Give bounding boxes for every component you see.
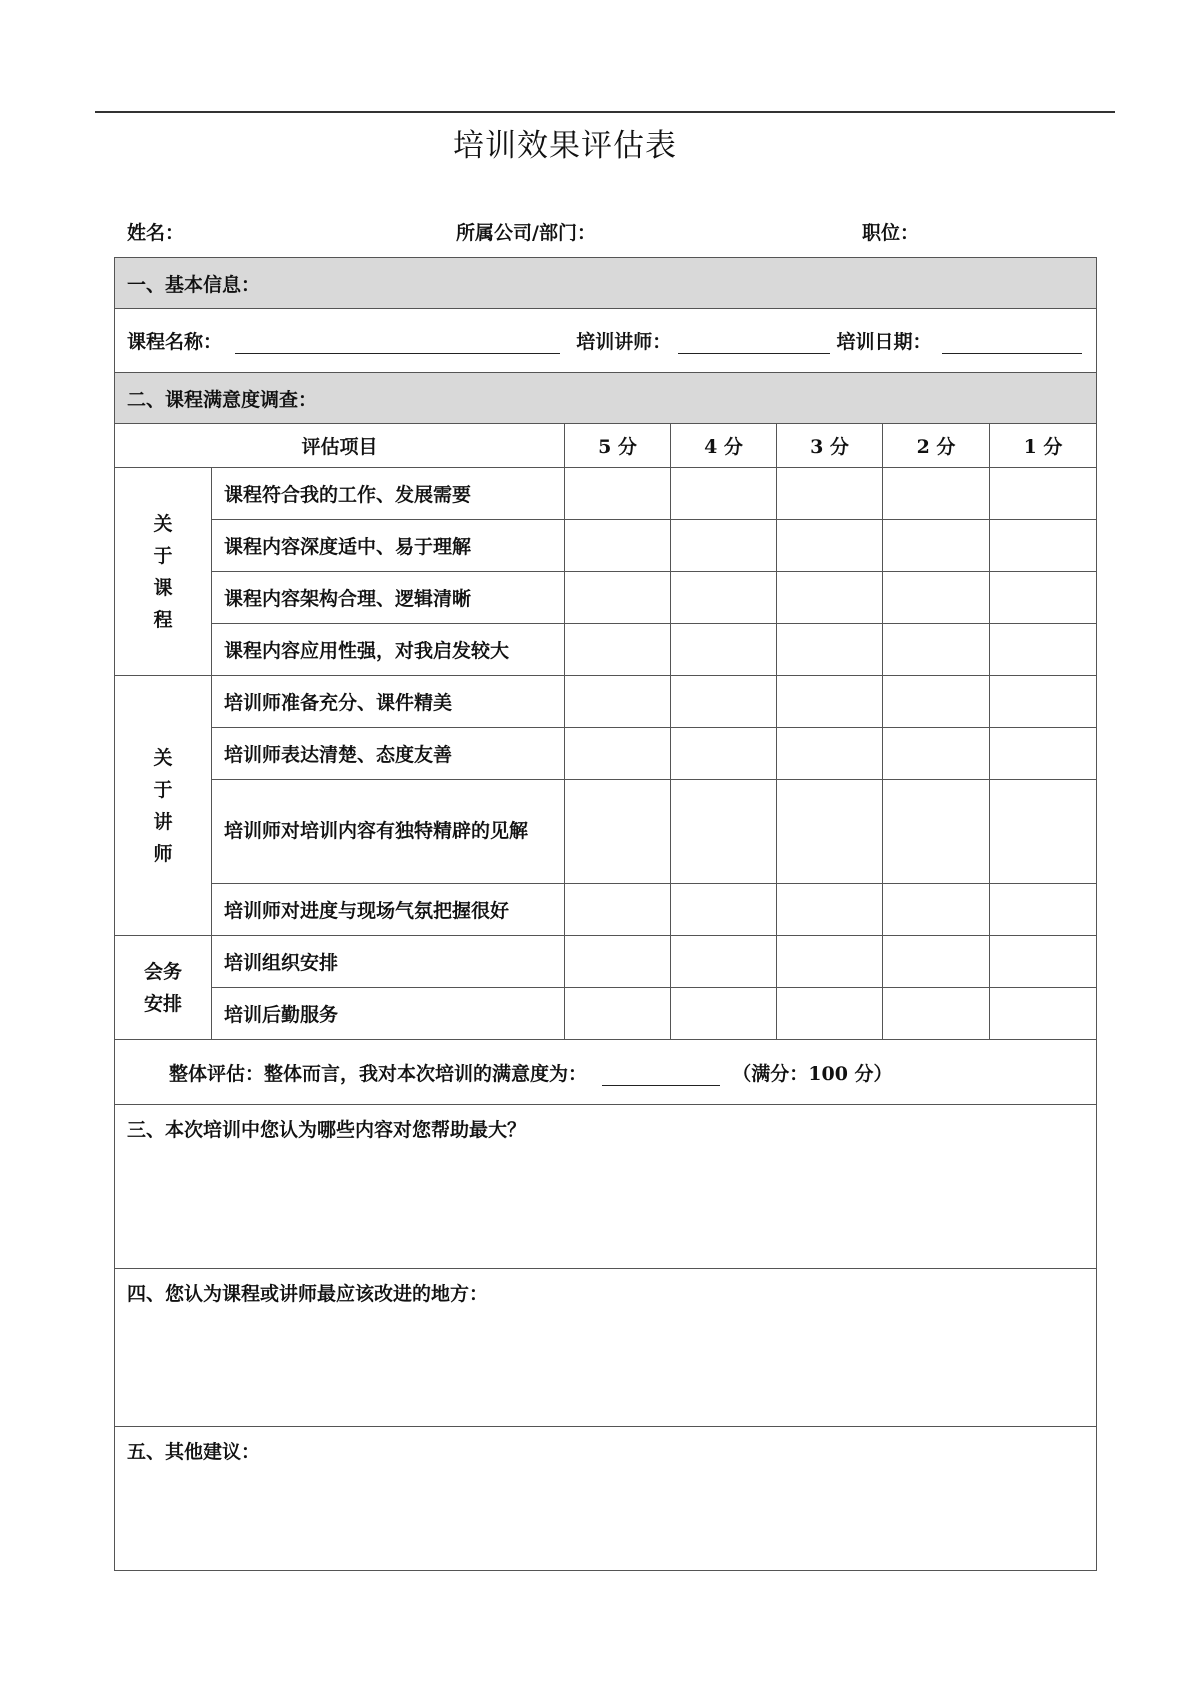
section4-heading: 四、您认为课程或讲师最应该改进的地方： <box>127 1283 489 1305</box>
section3-row <box>115 1105 1097 1269</box>
course-item-1: 课程符合我的工作、发展需要 <box>212 468 565 520</box>
page-title: 培训效果评估表 <box>453 128 677 164</box>
score-cell[interactable] <box>777 936 883 988</box>
group-about-course: 关 于 课 程 <box>115 468 212 676</box>
table-row <box>115 468 1097 520</box>
course-name-field[interactable] <box>235 333 560 354</box>
score-cell[interactable] <box>565 884 671 936</box>
score-cell[interactable] <box>883 988 990 1040</box>
score-cell[interactable] <box>990 988 1097 1040</box>
score-cell[interactable] <box>565 520 671 572</box>
section5-row <box>115 1427 1097 1571</box>
score-cell[interactable] <box>990 884 1097 936</box>
course-item-2: 课程内容深度适中、易于理解 <box>212 520 565 572</box>
score-cell[interactable] <box>565 468 671 520</box>
name-label: 姓名： <box>127 222 185 244</box>
score-cell[interactable] <box>777 624 883 676</box>
score-cell[interactable] <box>990 676 1097 728</box>
score-1-header: 1 分 <box>990 424 1097 468</box>
score-cell[interactable] <box>883 728 990 780</box>
score-cell[interactable] <box>671 676 777 728</box>
score-cell[interactable] <box>990 572 1097 624</box>
section2-heading: 二、课程满意度调查： <box>115 373 1097 424</box>
score-cell[interactable] <box>990 780 1097 884</box>
overall-suffix: （满分：100 分） <box>732 1062 893 1085</box>
score-cell[interactable] <box>671 520 777 572</box>
score-cell[interactable] <box>565 728 671 780</box>
trainer-item-2: 培训师表达清楚、态度友善 <box>212 728 565 780</box>
training-date-label: 培训日期： <box>836 331 932 353</box>
section4-answer-area[interactable] <box>115 1269 1097 1427</box>
table-row <box>115 988 1097 1040</box>
score-cell[interactable] <box>777 468 883 520</box>
position-label: 职位： <box>862 222 920 244</box>
trainer-label: 培训讲师： <box>576 331 672 353</box>
score-cell[interactable] <box>777 884 883 936</box>
score-cell[interactable] <box>990 624 1097 676</box>
score-cell[interactable] <box>565 936 671 988</box>
score-cell[interactable] <box>671 728 777 780</box>
section4-row <box>115 1269 1097 1427</box>
department-label: 所属公司/部门： <box>456 222 596 244</box>
score-cell[interactable] <box>565 624 671 676</box>
training-date-field[interactable] <box>942 333 1082 354</box>
section5-answer-area[interactable] <box>115 1427 1097 1571</box>
score-cell[interactable] <box>565 988 671 1040</box>
score-cell[interactable] <box>671 936 777 988</box>
table-row <box>115 520 1097 572</box>
trainer-item-4: 培训师对进度与现场气氛把握很好 <box>212 884 565 936</box>
course-item-4: 课程内容应用性强，对我启发较大 <box>212 624 565 676</box>
score-3-header: 3 分 <box>777 424 883 468</box>
group-about-trainer: 关 于 讲 师 <box>115 676 212 936</box>
score-cell[interactable] <box>777 520 883 572</box>
section1-header-row <box>115 258 1097 309</box>
trainer-item-1: 培训师准备充分、课件精美 <box>212 676 565 728</box>
trainer-item-3: 培训师对培训内容有独特精辟的见解 <box>212 780 565 884</box>
score-cell[interactable] <box>883 572 990 624</box>
score-cell[interactable] <box>883 520 990 572</box>
basic-info-row <box>115 309 1097 373</box>
basic-info-cell <box>115 309 1097 373</box>
trainer-field[interactable] <box>678 333 830 354</box>
table-row <box>115 936 1097 988</box>
score-cell[interactable] <box>883 936 990 988</box>
score-2-header: 2 分 <box>883 424 990 468</box>
score-cell[interactable] <box>671 884 777 936</box>
table-row <box>115 572 1097 624</box>
evaluation-item-header: 评估项目 <box>115 424 565 468</box>
course-item-3: 课程内容架构合理、逻辑清晰 <box>212 572 565 624</box>
score-cell[interactable] <box>565 780 671 884</box>
section1-heading: 一、基本信息： <box>115 258 1097 309</box>
table-row <box>115 728 1097 780</box>
score-cell[interactable] <box>990 728 1097 780</box>
overall-row <box>115 1040 1097 1105</box>
score-4-header: 4 分 <box>671 424 777 468</box>
score-cell[interactable] <box>671 572 777 624</box>
score-cell[interactable] <box>671 468 777 520</box>
score-cell[interactable] <box>777 728 883 780</box>
section3-answer-area[interactable] <box>115 1105 1097 1269</box>
score-cell[interactable] <box>883 624 990 676</box>
score-cell[interactable] <box>565 572 671 624</box>
evaluation-table <box>114 257 1097 1571</box>
section2-header-row <box>115 373 1097 424</box>
score-cell[interactable] <box>565 676 671 728</box>
score-cell[interactable] <box>990 520 1097 572</box>
score-cell[interactable] <box>777 572 883 624</box>
score-cell[interactable] <box>671 988 777 1040</box>
score-5-header: 5 分 <box>565 424 671 468</box>
top-rule <box>95 111 1115 113</box>
table-row <box>115 780 1097 884</box>
overall-cell <box>115 1040 1097 1105</box>
score-cell[interactable] <box>883 468 990 520</box>
score-cell[interactable] <box>883 780 990 884</box>
score-cell[interactable] <box>883 676 990 728</box>
score-cell[interactable] <box>671 780 777 884</box>
score-cell[interactable] <box>990 936 1097 988</box>
score-cell[interactable] <box>671 624 777 676</box>
score-header-row <box>115 424 1097 468</box>
table-row <box>115 884 1097 936</box>
section3-heading: 三、本次培训中您认为哪些内容对您帮助最大？ <box>127 1119 527 1141</box>
section5-heading: 五、其他建议： <box>127 1441 261 1463</box>
score-cell[interactable] <box>777 676 883 728</box>
overall-score-field[interactable] <box>602 1065 720 1086</box>
score-cell[interactable] <box>883 884 990 936</box>
meeting-item-1: 培训组织安排 <box>212 936 565 988</box>
group-meeting-arrangement: 会务 安排 <box>115 936 212 1040</box>
table-row <box>115 624 1097 676</box>
course-name-label: 课程名称： <box>127 331 223 353</box>
score-cell[interactable] <box>777 988 883 1040</box>
table-row <box>115 676 1097 728</box>
meeting-item-2: 培训后勤服务 <box>212 988 565 1040</box>
overall-prefix: 整体评估：整体而言，我对本次培训的满意度为： <box>169 1062 588 1085</box>
score-cell[interactable] <box>990 468 1097 520</box>
score-cell[interactable] <box>777 780 883 884</box>
